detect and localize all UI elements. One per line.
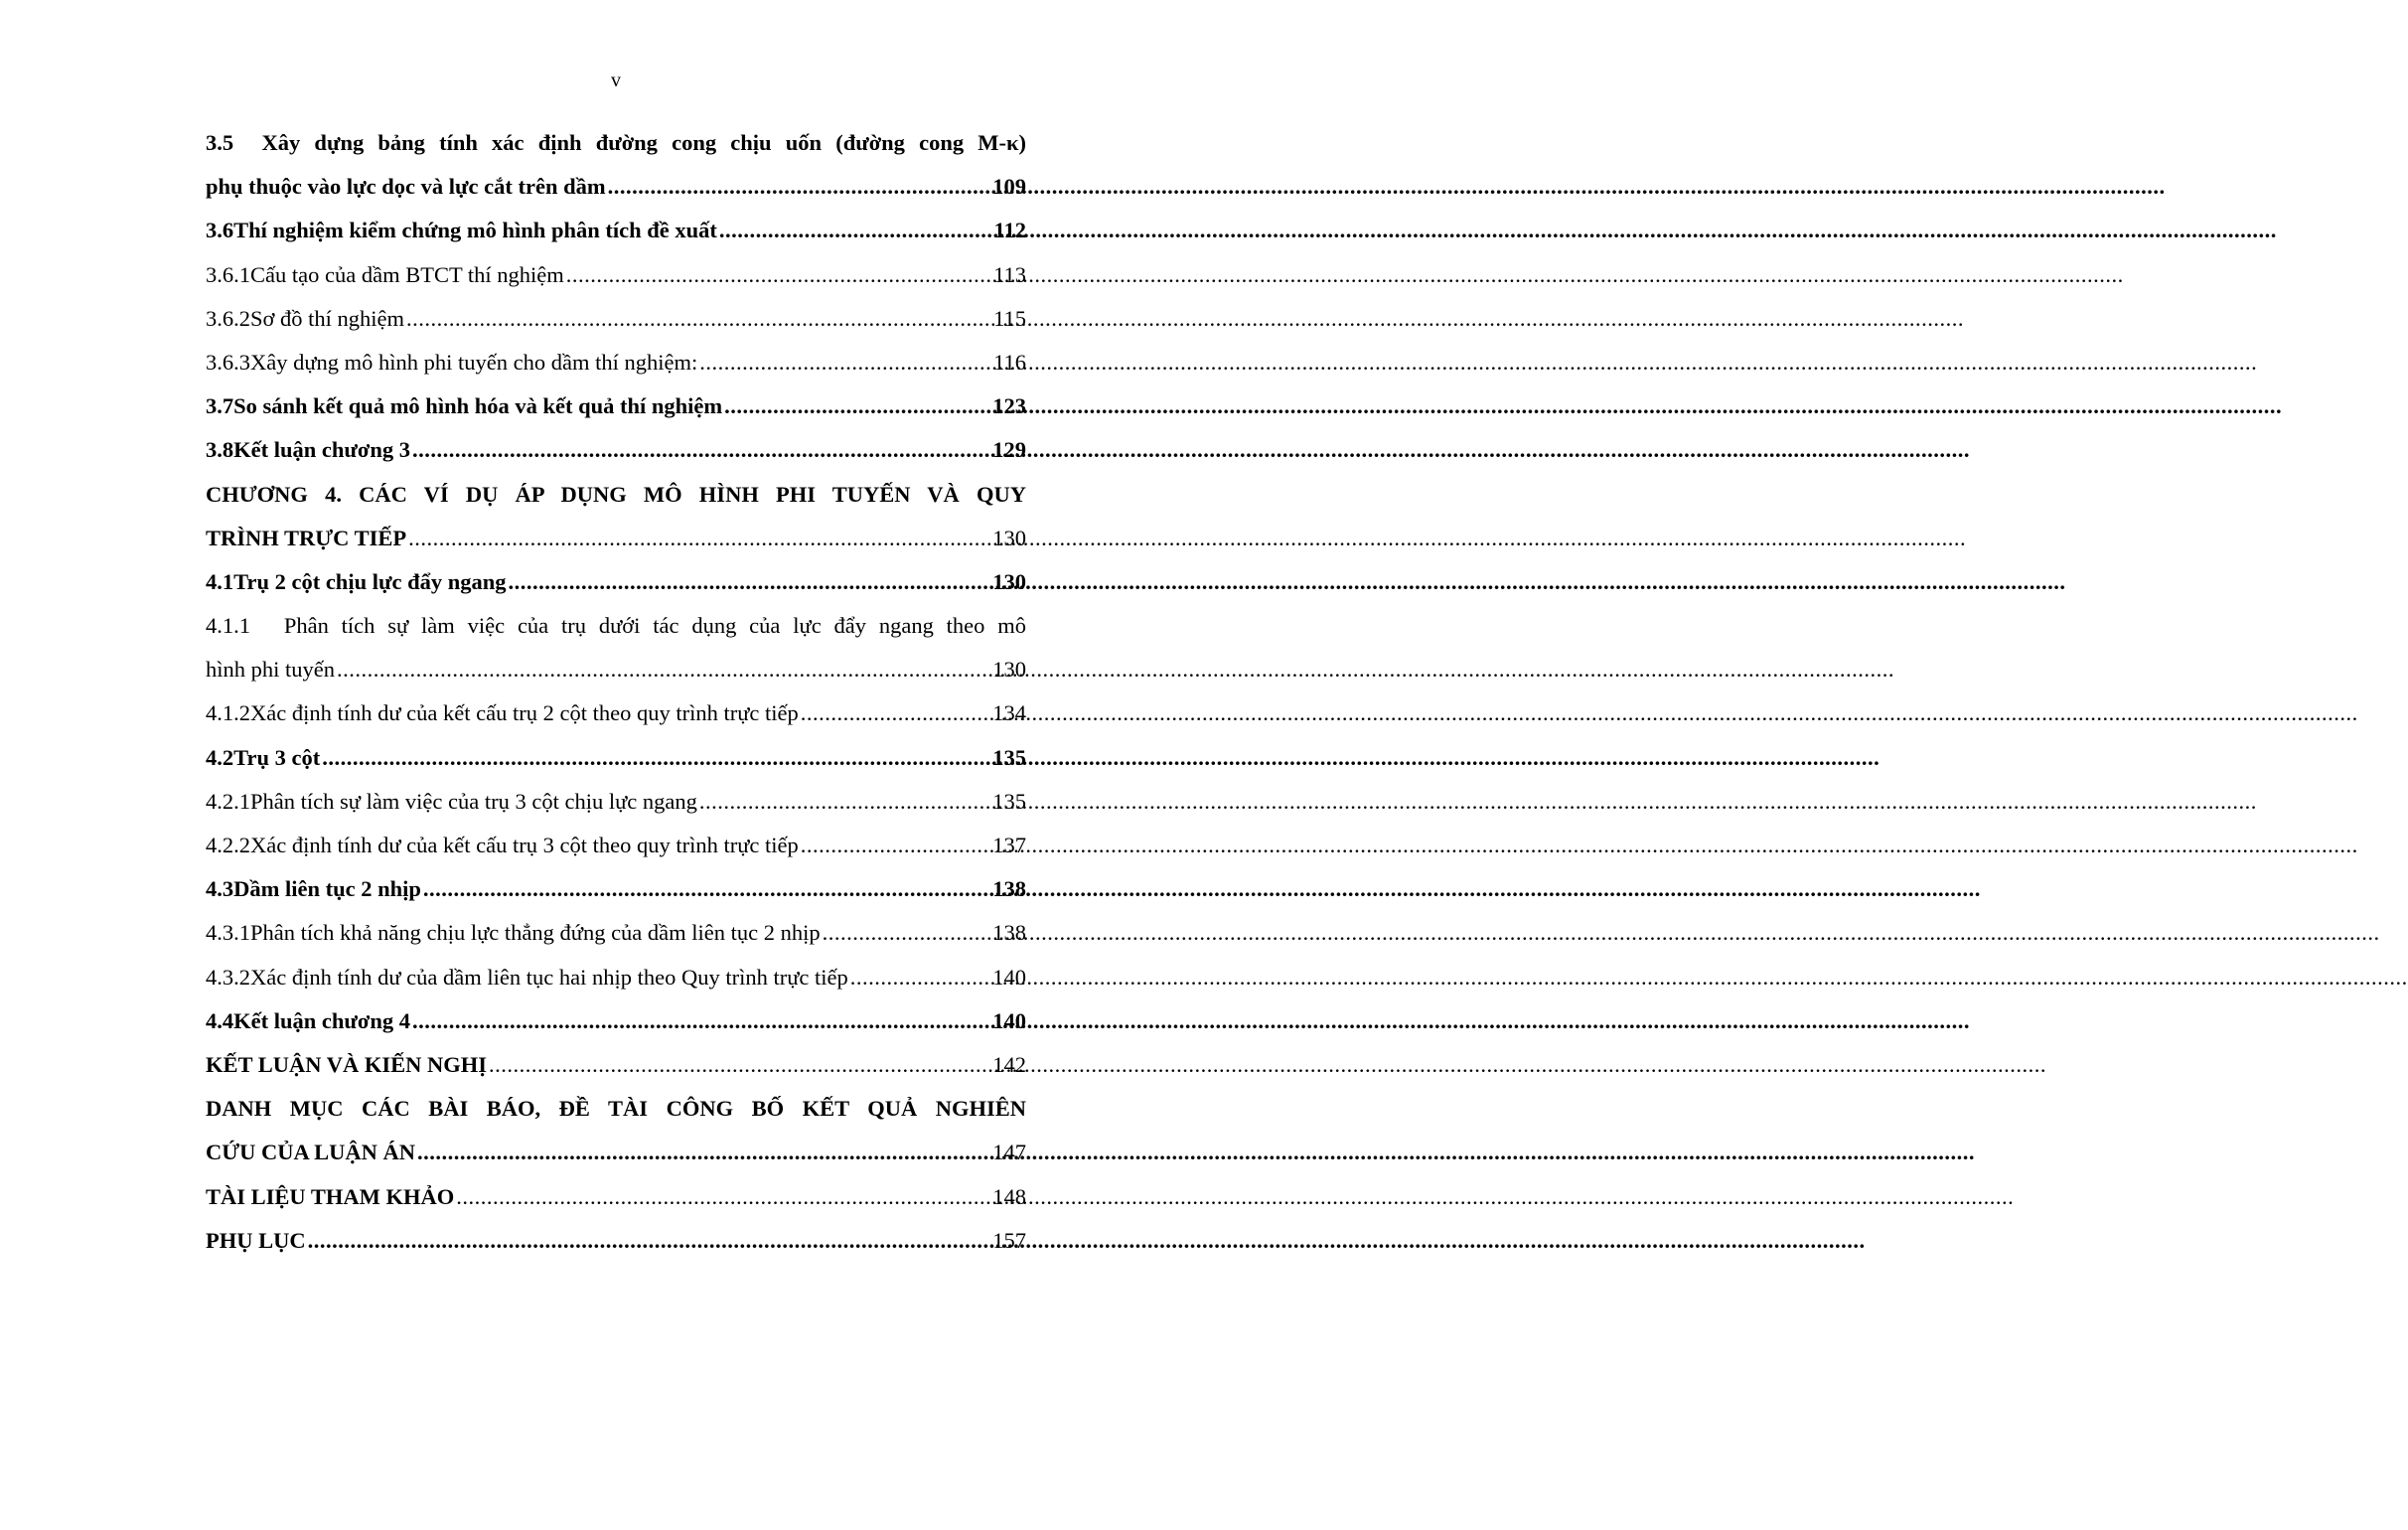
- leader-dots: [850, 956, 991, 999]
- toc-entry-number: 3.7: [206, 393, 234, 419]
- toc-entry-number: 4.1: [206, 568, 234, 594]
- leader-dots: [719, 209, 992, 252]
- toc-entry-references[interactable]: [206, 1175, 1026, 1219]
- toc-entry-4-3-1[interactable]: [206, 911, 1026, 955]
- toc-entry-3-6-1[interactable]: [206, 253, 1026, 297]
- toc-entry-page: 135: [992, 744, 1026, 770]
- toc-entry-number: 4.1.2: [206, 700, 250, 726]
- leader-dots: [412, 428, 990, 472]
- toc-entry-3-5[interactable]: [206, 121, 1026, 165]
- toc-entry-page: 130: [992, 657, 1026, 683]
- toc-entry-page: 116: [993, 349, 1026, 375]
- toc-entry-title: Dầm liên tục 2 nhịp: [233, 876, 421, 902]
- toc-entry-title: Trụ 3 cột: [233, 744, 321, 770]
- toc-entry-4-1-1[interactable]: [206, 604, 1026, 648]
- toc-entry-page: 140: [992, 964, 1026, 990]
- toc-entry-page: 138: [992, 920, 1026, 946]
- toc-entry-title: Kết luận chương 3: [233, 437, 410, 463]
- leader-dots: [417, 1131, 990, 1174]
- leader-dots: [608, 165, 991, 209]
- toc-entry-page: 130: [992, 568, 1026, 594]
- toc-entry-title-cont: hình phi tuyến: [206, 657, 335, 683]
- toc-entry-number: 4.3.2: [206, 964, 250, 990]
- leader-dots: [308, 1219, 991, 1263]
- toc-entry-number: 4.3.1: [206, 920, 250, 946]
- toc-entry-title: DANH MỤC CÁC BÀI BÁO, ĐỀ TÀI CÔNG BỐ KẾT QUẢ NGHIÊN: [206, 1096, 1026, 1122]
- toc-entry-title: Phân tích khả năng chịu lực thẳng đứng của dầm liên tục 2 nhịp: [250, 920, 821, 946]
- toc-entry-title: Xác định tính dư của dầm liên tục hai nhịp theo Quy trình trực tiếp: [250, 964, 848, 990]
- toc-entry-4-1-2[interactable]: [206, 691, 1026, 735]
- toc-entry-page: 115: [993, 305, 1026, 331]
- toc-entry-number: 3.6.3: [206, 349, 250, 375]
- toc-entry-title: PHỤ LỤC: [206, 1227, 306, 1253]
- toc-entry-title: TÀI LIỆU THAM KHẢO: [206, 1183, 455, 1209]
- toc-entry-3-6-2[interactable]: [206, 297, 1026, 341]
- toc-entry-page: 109: [992, 174, 1026, 200]
- toc-entry-number: 3.6.2: [206, 305, 250, 331]
- toc-entry-number: 3.6: [206, 218, 234, 243]
- leader-dots: [408, 517, 990, 560]
- toc-entry-title: Thí nghiệm kiểm chứng mô hình phân tích đề xuất: [233, 218, 717, 243]
- toc-entry-page: 130: [992, 525, 1026, 550]
- toc-entry-page: 148: [992, 1183, 1026, 1209]
- leader-dots: [699, 341, 991, 384]
- toc-entry-title: Phân tích sự làm việc của trụ dưới tác dụng của lực đẩy ngang theo mô: [283, 613, 1026, 639]
- leader-dots: [423, 867, 990, 911]
- leader-dots: [489, 1043, 990, 1087]
- toc-chapter-title-cont: TRÌNH TRỰC TIẾP: [206, 525, 407, 550]
- toc-entry-page: 135: [992, 788, 1026, 814]
- toc-entry-page: 138: [992, 876, 1026, 902]
- toc-entry-page: 123: [992, 393, 1026, 419]
- toc-entry-number: 4.2: [206, 744, 234, 770]
- leader-dots: [406, 297, 991, 341]
- toc-entry-number: 3.5: [206, 130, 234, 155]
- toc-entry-page: 129: [992, 437, 1026, 463]
- toc-entry-title: Xây dựng mô hình phi tuyến cho dầm thí nghiệm:: [250, 349, 698, 375]
- toc-entry-title: So sánh kết quả mô hình hóa và kết quả thí nghiệm: [233, 393, 723, 419]
- toc-entry-title: Sơ đồ thí nghiệm: [250, 305, 405, 331]
- toc-entry-3-7[interactable]: [206, 384, 1026, 428]
- toc-entry-title: Kết luận chương 4: [233, 1007, 410, 1033]
- toc-entry-title: Xác định tính dư của kết cấu trụ 3 cột theo quy trình trực tiếp: [250, 833, 799, 857]
- toc-entry-4-3-2[interactable]: [206, 956, 1026, 999]
- toc-entry-title-cont: phụ thuộc vào lực dọc và lực cắt trên dầm: [206, 174, 606, 200]
- toc-entry-number: 4.3: [206, 876, 234, 902]
- toc-entry-title: Phân tích sự làm việc của trụ 3 cột chịu lực ngang: [250, 788, 697, 814]
- leader-dots: [322, 736, 990, 780]
- toc-entry-4-1[interactable]: [206, 560, 1026, 604]
- toc-chapter-4-cont[interactable]: [206, 517, 1026, 560]
- toc-entry-title-cont: CỨU CỦA LUẬN ÁN: [206, 1140, 416, 1165]
- toc-entry-page: 157: [992, 1227, 1026, 1253]
- leader-dots: [724, 384, 990, 428]
- page-number: v: [611, 70, 621, 91]
- toc-entry-title: Trụ 2 cột chịu lực đẩy ngang: [233, 568, 507, 594]
- leader-dots: [823, 911, 991, 955]
- toc-entry-title: Cấu tạo của dầm BTCT thí nghiệm: [250, 261, 564, 287]
- toc-chapter-title: CHƯƠNG 4. CÁC VÍ DỤ ÁP DỤNG MÔ HÌNH PHI TUYẾN VÀ QUY: [206, 481, 1026, 507]
- toc-entry-page: 113: [993, 261, 1026, 287]
- toc-entry-number: 3.6.1: [206, 261, 250, 287]
- leader-dots: [337, 648, 990, 691]
- toc-entry-page: 140: [992, 1007, 1026, 1033]
- toc-entry-number: 4.4: [206, 1007, 234, 1033]
- toc-entry-4-4[interactable]: [206, 999, 1026, 1043]
- toc-entry-title: KẾT LUẬN VÀ KIẾN NGHỊ: [206, 1051, 487, 1077]
- toc-entry-title: Xây dựng bảng tính xác định đường cong chịu uốn (đường cong M-κ): [261, 130, 1027, 155]
- table-of-contents: [206, 121, 1026, 1263]
- toc-chapter-4[interactable]: [206, 473, 1026, 517]
- toc-entry-page: 112: [993, 218, 1026, 243]
- leader-dots: [801, 824, 991, 867]
- leader-dots: [509, 560, 991, 604]
- leader-dots: [456, 1175, 990, 1219]
- toc-entry-title: Xác định tính dư của kết cấu trụ 2 cột theo quy trình trực tiếp: [250, 700, 799, 726]
- toc-entry-number: 4.2.1: [206, 788, 250, 814]
- toc-entry-number: 4.1.1: [206, 613, 250, 639]
- toc-entry-4-3[interactable]: [206, 867, 1026, 911]
- toc-entry-appendix[interactable]: [206, 1219, 1026, 1263]
- toc-entry-4-1-1-cont[interactable]: [206, 648, 1026, 691]
- toc-entry-page: 137: [992, 833, 1026, 857]
- toc-entry-4-2-1[interactable]: [206, 780, 1026, 824]
- toc-entry-page: 142: [992, 1051, 1026, 1077]
- leader-dots: [801, 691, 991, 735]
- toc-entry-page: 134: [992, 700, 1026, 726]
- leader-dots: [412, 999, 990, 1043]
- toc-entry-number: 3.8: [206, 437, 234, 463]
- toc-entry-publications[interactable]: [206, 1087, 1026, 1131]
- toc-entry-conclusion[interactable]: [206, 1043, 1026, 1087]
- leader-dots: [566, 253, 991, 297]
- toc-entry-4-2[interactable]: [206, 736, 1026, 780]
- toc-entry-3-6-3[interactable]: [206, 341, 1026, 384]
- toc-entry-3-6[interactable]: [206, 209, 1026, 252]
- toc-entry-number: 4.2.2: [206, 833, 250, 857]
- leader-dots: [699, 780, 990, 824]
- toc-entry-page: 147: [992, 1140, 1026, 1165]
- toc-entry-4-2-2[interactable]: [206, 824, 1026, 867]
- toc-entry-3-5-cont[interactable]: [206, 165, 1026, 209]
- toc-entry-publications-cont[interactable]: [206, 1131, 1026, 1174]
- toc-entry-3-8[interactable]: [206, 428, 1026, 472]
